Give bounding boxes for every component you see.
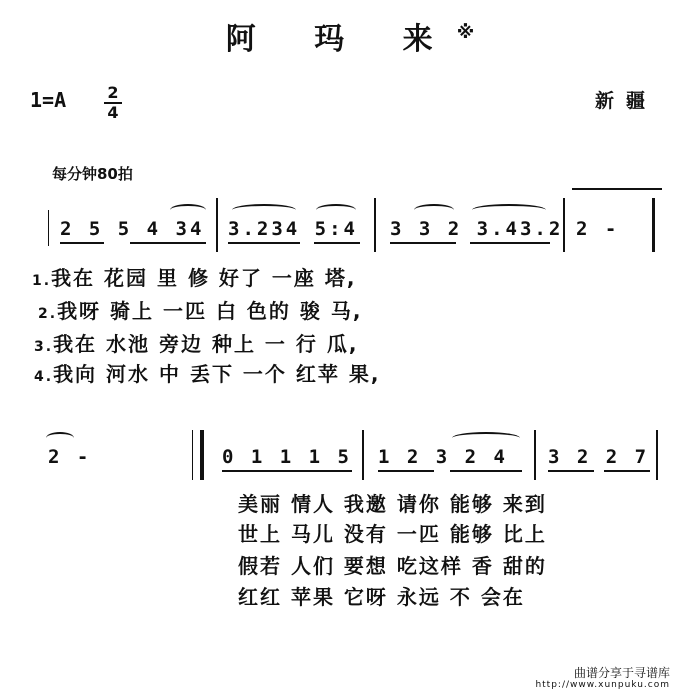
barline: [374, 198, 376, 252]
verse-number: 1.: [32, 273, 52, 289]
measure-1-3: 3 3 2 3.43.2: [390, 218, 564, 240]
barline-start: [48, 210, 49, 246]
beam: [378, 470, 434, 472]
measure-1-1: 2 5 5 4 34: [60, 218, 205, 240]
beam: [548, 470, 594, 472]
slur: [316, 204, 356, 216]
beam: [604, 470, 650, 472]
verse-3-lyric: [34, 328, 358, 357]
lyric-text: 我在 水池 旁边 种上 一 行 瓜,: [53, 332, 359, 356]
barline-end: [652, 198, 655, 252]
slur: [452, 432, 520, 444]
volta-bracket: [572, 188, 662, 190]
verse-4-refrain: 红红 苹果 它呀 永远 不 会在: [238, 585, 525, 609]
barline-end: [656, 430, 658, 480]
measure-2-4: 3 2 2 7: [548, 446, 650, 468]
slur: [170, 204, 206, 216]
beam: [450, 470, 522, 472]
measure-1-2: 3.234 5:4: [228, 218, 358, 240]
verse-4-lyric: [34, 358, 380, 387]
measure-1-4: 2 -: [576, 218, 620, 240]
measure-2-2: 0 1 1 1 5: [222, 446, 352, 468]
key-signature: 1=A: [30, 88, 67, 112]
lyric-text: 我向 河水 中 丢下 一个 红苹 果,: [53, 362, 381, 386]
barline: [563, 198, 565, 252]
measure-2-1: 2 -: [48, 446, 92, 468]
tempo-marking: 每分钟80拍: [52, 165, 133, 183]
verse-number: 4.: [34, 369, 54, 385]
time-signature: [104, 84, 122, 122]
verse-1-lyric: [32, 262, 356, 291]
beam: [60, 242, 104, 244]
time-signature-top: 2: [107, 83, 119, 102]
slur: [414, 204, 454, 216]
verse-3-refrain: 假若 人们 要想 吃这样 香 甜的: [238, 554, 547, 578]
beam: [470, 242, 550, 244]
title-text: 阿 玛 来: [225, 22, 457, 57]
repeat-barline-thin: [192, 430, 193, 480]
verse-2-lyric: [38, 295, 362, 324]
beam: [390, 242, 456, 244]
verse-number: 3.: [34, 339, 54, 355]
barline: [362, 430, 364, 480]
barline: [534, 430, 536, 480]
beam: [222, 470, 296, 472]
footer-url[interactable]: http://www.xunpuku.com: [535, 680, 670, 690]
footer-site-name: 曲谱分享于寻谱库: [573, 666, 670, 680]
region-label: 新疆: [595, 90, 658, 112]
slur: [472, 204, 546, 216]
verse-1-refrain: 美丽 情人 我邀 请你 能够 来到: [238, 492, 547, 516]
repeat-barline-thick: [200, 430, 204, 480]
beam: [130, 242, 206, 244]
tie: [46, 432, 74, 444]
measure-2-3: 1 2 3 2 4: [378, 446, 508, 468]
verse-number: 2.: [38, 306, 58, 322]
beam: [314, 242, 360, 244]
lyric-text: 我在 花园 里 修 好了 一座 塔,: [51, 266, 357, 290]
beam: [228, 242, 300, 244]
time-signature-bottom: 4: [107, 103, 119, 122]
song-title: [0, 14, 700, 58]
lyric-text: 我呀 骑上 一匹 白 色的 骏 马,: [57, 299, 363, 323]
verse-2-refrain: 世上 马儿 没有 一匹 能够 比上: [238, 522, 547, 546]
title-footnote-mark: ※: [456, 22, 475, 43]
barline: [216, 198, 218, 252]
beam: [296, 470, 352, 472]
slur: [232, 204, 296, 216]
